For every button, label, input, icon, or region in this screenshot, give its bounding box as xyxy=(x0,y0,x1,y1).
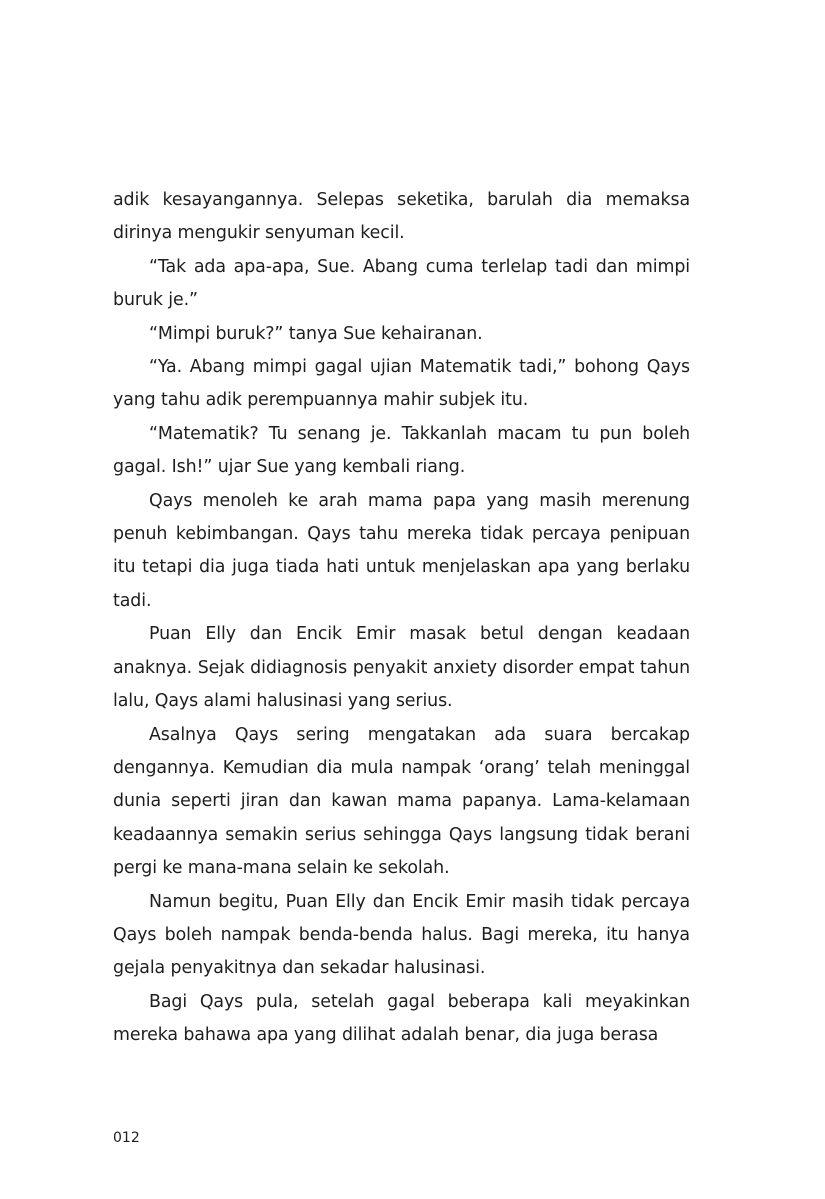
paragraph: Namun begitu, Puan Elly dan Encik Emir masih tidak percaya Qays boleh nampak benda-benda halus. Bagi mereka, itu hanya gejala penyakitnya dan sekadar halusinasi. xyxy=(113,891,690,979)
paragraph: “Matematik? Tu senang je. Takkanlah macam tu pun boleh gagal. Ish!” ujar Sue yang kembali riang. xyxy=(113,423,690,478)
body-text xyxy=(113,184,690,1053)
paragraph: “Mimpi buruk?” tanya Sue kehairanan. xyxy=(149,323,483,344)
paragraph: Qays menoleh ke arah mama papa yang masih merenung penuh kebimbangan. Qays tahu mereka tidak percaya penipuan itu tetapi dia juga tiada hati untuk menjelaskan apa yang berlaku tadi. xyxy=(113,490,690,611)
paragraph: Bagi Qays pula, setelah gagal beberapa kali meyakinkan mereka bahawa apa yang dilihat adalah benar, dia juga berasa xyxy=(113,991,690,1046)
paragraph: “Tak ada apa-apa, Sue. Abang cuma terlelap tadi dan mimpi buruk je.” xyxy=(113,256,690,311)
paragraph: Puan Elly dan Encik Emir masak betul dengan keadaan anaknya. Sejak didiagnosis penyakit anxiety disorder empat tahun lalu, Qays alami halusinasi yang serius. xyxy=(113,624,690,712)
paragraph: Asalnya Qays sering mengatakan ada suara bercakap dengannya. Kemudian dia mula nampak ‘orang’ telah meninggal dunia seperti jiran dan kawan mama papanya. Lama-kelamaan keadaannya semakin serius sehingga Qays langsung tidak berani pergi ke mana-mana selain ke sekolah. xyxy=(113,724,690,879)
page-number: 012 xyxy=(113,1130,140,1146)
paragraph: adik kesayangannya. Selepas seketika, barulah dia memaksa dirinya mengukir senyuman kecil. xyxy=(113,190,690,244)
paragraph: “Ya. Abang mimpi gagal ujian Matematik tadi,” bohong Qays yang tahu adik perempuannya mahir subjek itu. xyxy=(113,357,690,411)
